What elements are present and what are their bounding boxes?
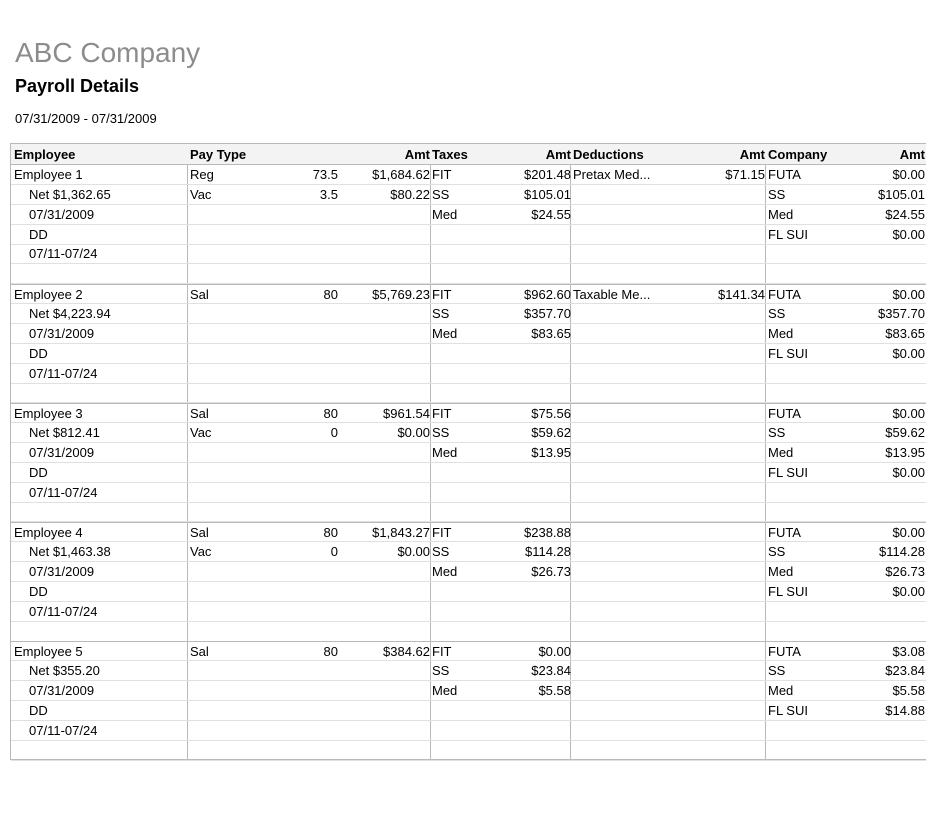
employee-detail: Net $4,223.94 — [29, 305, 111, 321]
company-tax-name: FUTA — [768, 167, 801, 182]
tax-name: SS — [432, 305, 450, 321]
company-tax-name: SS — [768, 305, 786, 321]
company-tax-name: FL SUI — [768, 583, 808, 599]
table-row — [11, 681, 926, 701]
pay-hours: 80 — [323, 644, 338, 660]
company-tax-name: FUTA — [768, 644, 801, 660]
pay-hours: 80 — [323, 406, 338, 422]
table-row — [11, 721, 926, 741]
col-header-pay-amt: Amt — [404, 147, 430, 162]
table-row — [11, 463, 926, 483]
company-tax-name: FL SUI — [768, 226, 808, 242]
deduction-amount: $71.15 — [725, 167, 765, 182]
tax-name: Med — [432, 683, 458, 699]
report-title: Payroll Details — [15, 76, 140, 96]
company-tax-amount: $14.88 — [885, 702, 925, 718]
pay-amount: $1,684.62 — [372, 167, 430, 182]
employee-detail: 07/31/2009 — [29, 683, 95, 699]
company-tax-name: Med — [768, 564, 794, 579]
table-header — [11, 144, 926, 165]
tax-amount: $357.70 — [524, 305, 571, 321]
company-tax-amount: $26.73 — [885, 564, 925, 579]
tax-amount: $83.65 — [531, 325, 571, 341]
table-row — [11, 244, 926, 264]
company-tax-amount: $105.01 — [878, 186, 925, 202]
company-tax-amount: $0.00 — [892, 167, 925, 182]
employee-detail: 07/11-07/24 — [29, 722, 98, 738]
company-tax-name: Med — [768, 325, 794, 341]
pay-amount: $5,769.23 — [372, 287, 430, 303]
company-tax-name: Med — [768, 683, 794, 699]
deduction-name: Taxable Me... — [573, 287, 651, 303]
col-header-tax-amt: Amt — [545, 147, 571, 162]
table-row — [11, 502, 926, 522]
employee-detail: DD — [29, 464, 48, 480]
table-row — [11, 304, 926, 324]
employee-detail: 07/11-07/24 — [29, 603, 98, 619]
table-row — [11, 284, 926, 304]
employee-detail: 07/31/2009 — [29, 564, 95, 579]
company-tax-amount: $0.00 — [892, 406, 925, 422]
company-tax-name: Med — [768, 444, 794, 460]
table-row — [11, 522, 926, 542]
tax-name: SS — [432, 186, 450, 202]
pay-type: Reg — [190, 167, 214, 182]
employee-detail: Net $355.20 — [29, 663, 100, 679]
col-header-taxes: Taxes — [432, 147, 468, 162]
company-tax-amount: $114.28 — [878, 544, 925, 560]
employee-name: Employee 3 — [14, 406, 83, 422]
company-tax-amount: $0.00 — [892, 583, 925, 599]
table-row — [11, 264, 926, 284]
company-tax-amount: $0.00 — [892, 226, 925, 242]
table-row — [11, 383, 926, 403]
payroll-table — [10, 143, 926, 760]
pay-hours: 0 — [330, 425, 338, 441]
company-tax-amount: $83.65 — [885, 325, 925, 341]
tax-name: FIT — [432, 644, 452, 660]
col-header-company: Company — [768, 147, 828, 162]
employee-detail: 07/11-07/24 — [29, 484, 98, 500]
pay-amount: $961.54 — [383, 406, 430, 422]
tax-name: FIT — [432, 287, 452, 303]
table-row — [11, 741, 926, 761]
col-header-pay-type: Pay Type — [190, 147, 247, 162]
table-row — [11, 602, 926, 622]
company-tax-amount: $13.95 — [885, 444, 925, 460]
employee-detail: 07/11-07/24 — [29, 246, 98, 262]
table-row — [11, 701, 926, 721]
col-header-employee: Employee — [14, 147, 76, 162]
company-tax-name: SS — [768, 425, 786, 441]
tax-amount: $114.28 — [524, 544, 571, 560]
pay-hours: 80 — [323, 525, 338, 541]
table-row — [11, 483, 926, 503]
pay-type: Vac — [190, 425, 212, 441]
company-tax-amount: $3.08 — [892, 644, 925, 660]
pay-amount: $0.00 — [397, 425, 430, 441]
table-row — [11, 403, 926, 423]
date-range: 07/31/2009 - 07/31/2009 — [15, 111, 157, 126]
col-header-ded-amt: Amt — [739, 147, 765, 162]
table-row — [11, 324, 926, 344]
pay-type: Vac — [190, 186, 212, 202]
table-row — [11, 225, 926, 245]
table-row — [11, 562, 926, 582]
col-header-deductions: Deductions — [573, 147, 644, 162]
company-tax-name: SS — [768, 544, 786, 560]
employee-detail: Net $812.41 — [29, 425, 100, 441]
company-tax-amount: $59.62 — [885, 425, 925, 441]
tax-name: SS — [432, 663, 450, 679]
deduction-amount: $141.34 — [718, 287, 765, 303]
table-row — [11, 661, 926, 681]
tax-amount: $24.55 — [531, 206, 571, 222]
table-row — [11, 641, 926, 661]
tax-name: FIT — [432, 406, 452, 422]
pay-amount: $0.00 — [397, 544, 430, 560]
company-tax-amount: $0.00 — [892, 464, 925, 480]
pay-type: Sal — [190, 406, 209, 422]
company-tax-name: SS — [768, 663, 786, 679]
company-tax-amount: $0.00 — [892, 345, 925, 361]
company-tax-name: FL SUI — [768, 702, 808, 718]
table-row — [11, 364, 926, 384]
table-row — [11, 443, 926, 463]
tax-amount: $105.01 — [524, 186, 571, 202]
table-row — [11, 582, 926, 602]
employee-name: Employee 1 — [14, 167, 83, 182]
tax-name: SS — [432, 544, 450, 560]
table-row — [11, 205, 926, 225]
pay-hours: 73.5 — [312, 167, 338, 182]
table-row — [11, 423, 926, 443]
pay-type: Sal — [190, 644, 209, 660]
company-tax-name: FUTA — [768, 406, 801, 422]
pay-hours: 80 — [323, 287, 338, 303]
company-tax-name: Med — [768, 206, 794, 222]
tax-name: Med — [432, 564, 458, 579]
employee-detail: 07/11-07/24 — [29, 365, 98, 381]
tax-name: FIT — [432, 525, 452, 541]
tax-name: FIT — [432, 167, 452, 182]
employee-detail: 07/31/2009 — [29, 325, 95, 341]
tax-amount: $59.62 — [531, 425, 571, 441]
company-tax-amount: $5.58 — [892, 683, 925, 699]
table-row — [11, 542, 926, 562]
company-tax-amount: $357.70 — [878, 305, 925, 321]
table-row — [11, 622, 926, 642]
tax-name: Med — [432, 206, 458, 222]
pay-type: Vac — [190, 544, 212, 560]
tax-amount: $26.73 — [531, 564, 571, 579]
employee-name: Employee 4 — [14, 525, 83, 541]
employee-name: Employee 5 — [14, 644, 83, 660]
deduction-name: Pretax Med... — [573, 167, 651, 182]
tax-name: SS — [432, 425, 450, 441]
company-tax-name: FL SUI — [768, 464, 808, 480]
tax-amount: $5.58 — [538, 683, 571, 699]
pay-amount: $384.62 — [383, 644, 430, 660]
company-tax-name: FL SUI — [768, 345, 808, 361]
pay-type: Sal — [190, 525, 209, 541]
tax-amount: $201.48 — [524, 167, 571, 182]
employee-detail: DD — [29, 226, 48, 242]
employee-detail: DD — [29, 702, 48, 718]
company-tax-name: FUTA — [768, 525, 801, 541]
tax-amount: $23.84 — [531, 663, 571, 679]
company-name: ABC Company — [15, 37, 201, 68]
pay-type: Sal — [190, 287, 209, 303]
company-tax-name: SS — [768, 186, 786, 202]
employee-detail: DD — [29, 345, 48, 361]
pay-amount: $1,843.27 — [372, 525, 430, 541]
table-row — [11, 344, 926, 364]
col-header-co-amt: Amt — [899, 147, 925, 162]
company-tax-amount: $0.00 — [892, 287, 925, 303]
employee-detail: Net $1,362.65 — [29, 186, 111, 202]
company-tax-amount: $24.55 — [885, 206, 925, 222]
company-tax-name: FUTA — [768, 287, 801, 303]
tax-name: Med — [432, 325, 458, 341]
employee-name: Employee 2 — [14, 287, 83, 303]
company-tax-amount: $0.00 — [892, 525, 925, 541]
pay-hours: 3.5 — [319, 186, 338, 202]
table-row — [11, 165, 926, 185]
tax-name: Med — [432, 444, 458, 460]
employee-detail: Net $1,463.38 — [29, 544, 111, 560]
pay-hours: 0 — [330, 544, 338, 560]
pay-amount: $80.22 — [390, 186, 430, 202]
table-row — [11, 185, 926, 205]
tax-amount: $962.60 — [524, 287, 571, 303]
tax-amount: $238.88 — [524, 525, 571, 541]
employee-detail: 07/31/2009 — [29, 206, 95, 222]
tax-amount: $0.00 — [538, 644, 571, 660]
employee-detail: DD — [29, 583, 48, 599]
employee-detail: 07/31/2009 — [29, 444, 95, 460]
company-tax-amount: $23.84 — [885, 663, 925, 679]
tax-amount: $13.95 — [531, 444, 571, 460]
tax-amount: $75.56 — [531, 406, 571, 422]
